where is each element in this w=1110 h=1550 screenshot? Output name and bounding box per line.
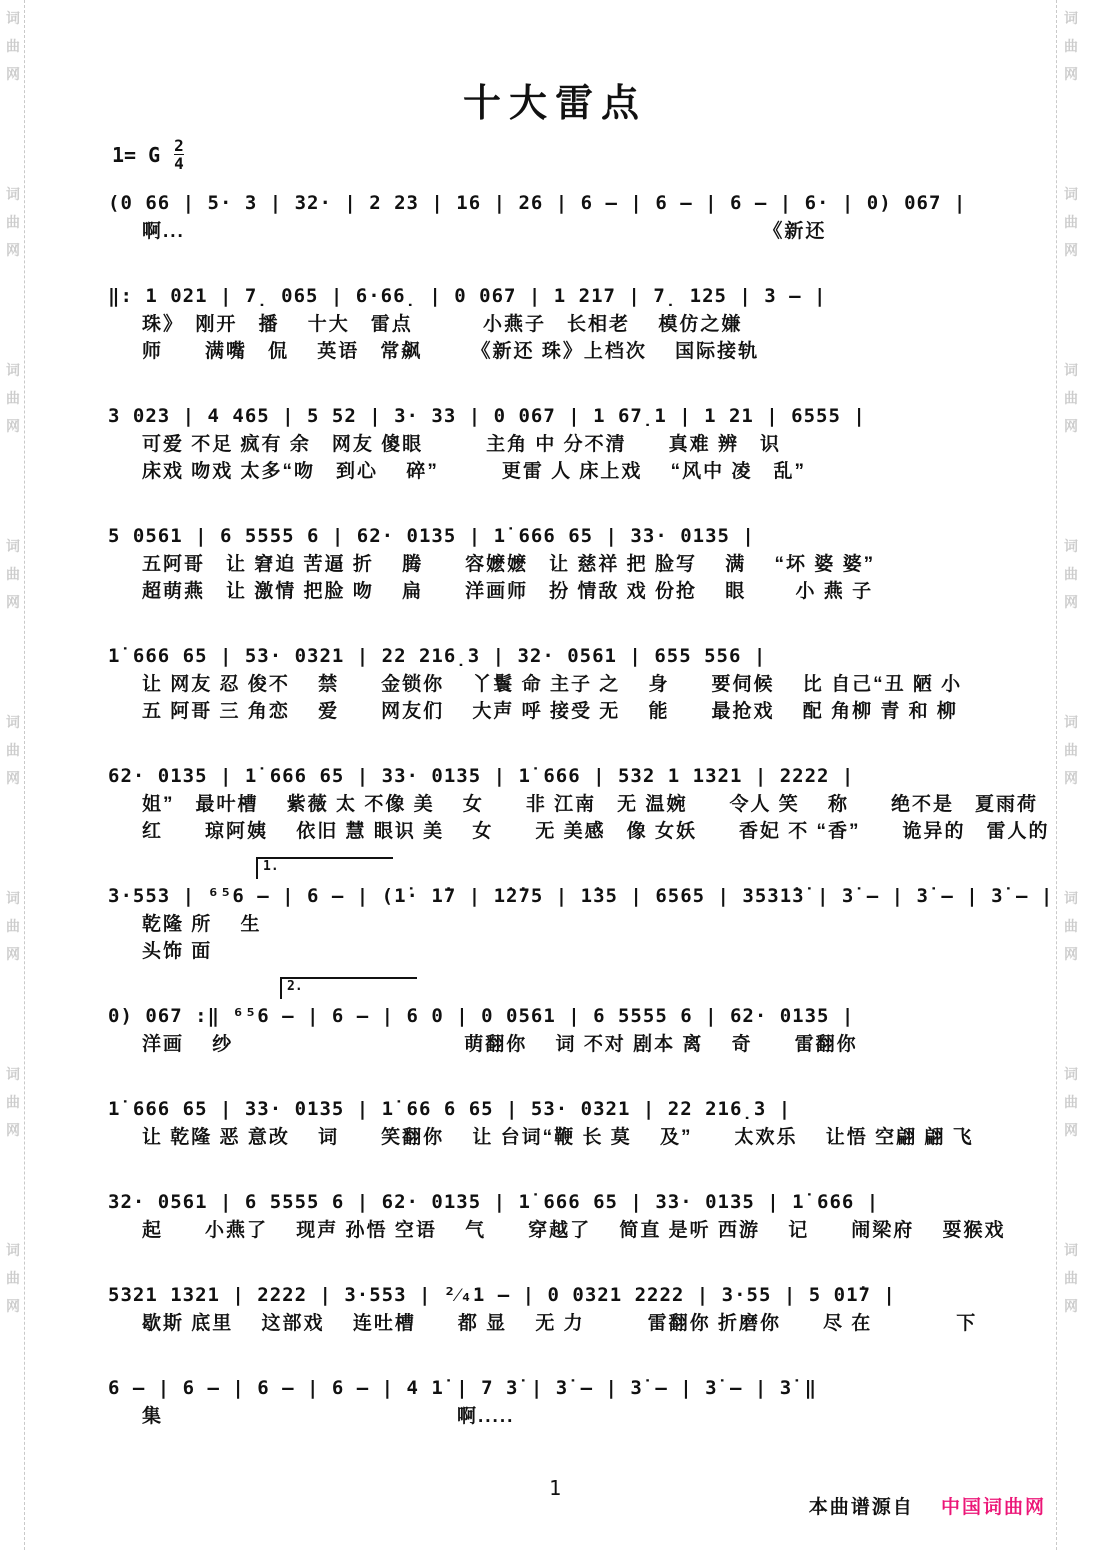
volta-bracket-1: 1. <box>256 857 393 879</box>
left-watermark-column <box>6 4 22 1546</box>
system-12 <box>108 1373 1048 1430</box>
time-signature-numerator: 2 <box>174 136 184 155</box>
watermark-text: 词曲网 <box>6 362 20 434</box>
notation-line-10: 32· 0561 | 6 5555 6 | 62· 0135 | 1̇ 666 65 | 33· 0135 | 1̇ 666 | <box>108 1191 880 1213</box>
lyric-row: 珠》 刚开 播 十大 雷点 小燕子 长相老 模仿之嫌 <box>142 314 743 335</box>
lyric-row: 师 满嘴 侃 英语 常飙 《新还 珠》上档次 国际接轨 <box>142 341 760 362</box>
system-10 <box>108 1187 1048 1244</box>
watermark-text: 词曲网 <box>6 538 20 610</box>
system-3 <box>108 401 1048 485</box>
notation-line-7: 3·553 | ⁶⁵6 – | 6 – | (1̇· 1̇7 | 1̇2̇75 | 1̇35 | 6565 | 3531̇3̇ | 3̇ – | 3̇ – | 3̇ – | <box>108 885 1054 907</box>
system-6 <box>108 761 1048 845</box>
right-margin-dashed-line <box>1056 0 1057 1550</box>
lyric-row: 起 小燕了 现声 孙悟 空语 气 穿越了 简直 是听 西游 记 闹梁府 耍猴戏 <box>142 1220 1006 1241</box>
notation-line-5: 1̇ 666 65 | 53· 0321 | 22 216̣3 | 32· 0561 | 655 556 | <box>108 645 767 667</box>
notation-line-11: 5321 1321 | 2222 | 3·553 | ²⁄₄1 – | 0 0321 2222 | 3·55 | 5 01̇7 | <box>108 1284 896 1306</box>
lyric-row: 头饰 面 <box>142 941 213 962</box>
lyric-row: 歇斯 底里 这部戏 连吐槽 都 显 无 力 雷翻你 折磨你 尽 在 下 <box>142 1313 978 1334</box>
watermark-text: 词曲网 <box>6 10 20 82</box>
system-8 <box>108 979 1048 1058</box>
lyric-row: 五 阿哥 三 角恋 爱 网友们 大声 呼 接受 无 能 最抢戏 配 角柳 青 和 柳 <box>142 701 958 722</box>
watermark-text: 词曲网 <box>6 1066 20 1138</box>
lyric-row: 让 网友 忍 俊不 禁 金锁你 丫鬟 命 主子 之 身 要伺候 比 自己“丑 陋 小 <box>142 674 963 695</box>
footer-source-prefix: 本曲谱源自 <box>808 1497 914 1518</box>
lyric-row: 姐” 最叶槽 紫薇 太 不像 美 女 非 江南 无 温婉 令人 笑 称 绝不是 夏雨荷 <box>142 794 1039 815</box>
system-4 <box>108 521 1048 605</box>
notation-line-2: ‖: 1 021 | 7̣ 065 | 6·66̣ | 0 067 | 1 217 | 7̣ 125 | 3 – | <box>108 285 827 307</box>
watermark-text: 词曲网 <box>1064 10 1078 82</box>
watermark-text: 词曲网 <box>1064 714 1078 786</box>
key-signature <box>112 138 184 172</box>
lyric-row: 超萌燕 让 激情 把脸 吻 扁 洋画师 扮 情敌 戏 份抢 眼 小 燕 子 <box>142 581 874 602</box>
watermark-text: 词曲网 <box>1064 1242 1078 1314</box>
watermark-text: 词曲网 <box>6 714 20 786</box>
lyric-row: 洋画 纱 萌翻你 词 不对 剧本 离 奇 雷翻你 <box>142 1034 858 1055</box>
system-1 <box>108 188 1048 245</box>
time-signature <box>174 138 184 172</box>
notation-line-12: 6 – | 6 – | 6 – | 6 – | 4 1̇ | 7 3̇ | 3̇ – | 3̇ – | 3̇ – | 3̇ ‖ <box>108 1377 818 1399</box>
system-5 <box>108 641 1048 725</box>
lyric-row: 红 琼阿姨 依旧 慧 眼识 美 女 无 美感 像 女妖 香妃 不 “香” 诡异的 雷人的 <box>142 821 1050 842</box>
notation-line-9: 1̇ 666 65 | 33· 0135 | 1̇ 66 6 65 | 53· 0321 | 22 216̣3 | <box>108 1098 792 1120</box>
watermark-text: 词曲网 <box>6 186 20 258</box>
key-label: 1= G <box>112 143 161 167</box>
system-11 <box>108 1280 1048 1337</box>
footer-source-line <box>809 1492 1046 1519</box>
system-9 <box>108 1094 1048 1151</box>
lyric-row: 乾隆 所 生 <box>142 914 262 935</box>
system-7 <box>108 859 1054 965</box>
page-number: 1 <box>548 1476 562 1500</box>
lyric-row: 啊... 《新还 <box>142 221 827 242</box>
notation-line-6: 62· 0135 | 1̇ 666 65 | 33· 0135 | 1̇ 666 | 532 1 1321 | 2222 | <box>108 765 855 787</box>
watermark-text: 词曲网 <box>1064 362 1078 434</box>
lyric-row: 集 啊..... <box>142 1406 515 1427</box>
right-watermark-column <box>1064 4 1080 1546</box>
watermark-text: 词曲网 <box>6 890 20 962</box>
lyric-row: 让 乾隆 恶 意改 词 笑翻你 让 台词“鞭 长 莫 及” 太欢乐 让悟 空翩 翩 飞 <box>142 1127 974 1148</box>
song-title: 十大雷点 <box>462 83 647 125</box>
notation-line-1: (0 66 | 5· 3 | 32· | 2 23 | 16 | 26 | 6 – | 6 – | 6 – | 6· | 0) 067 | <box>108 192 967 214</box>
score <box>108 188 1054 1466</box>
lyric-row: 床戏 吻戏 太多“吻 到心 碎” 更雷 人 床上戏 “风中 凌 乱” <box>142 461 806 482</box>
watermark-text: 词曲网 <box>1064 186 1078 258</box>
volta-bracket-2: 2. <box>280 977 417 999</box>
watermark-text: 词曲网 <box>6 1242 20 1314</box>
notation-line-4: 5 0561 | 6 5555 6 | 62· 0135 | 1̇ 666 65 | 33· 0135 | <box>108 525 755 547</box>
system-2 <box>108 281 1048 365</box>
watermark-text: 词曲网 <box>1064 1066 1078 1138</box>
lyric-row: 可爱 不足 疯有 余 网友 傻眼 主角 中 分不清 真难 辨 识 <box>142 434 781 455</box>
notation-line-8: 0) 067 :‖ ⁶⁵6 – | 6 – | 6 0 | 0 0561 | 6 5555 6 | 62· 0135 | <box>108 1005 855 1027</box>
lyric-row: 五阿哥 让 窘迫 苦逼 折 腾 容嬷嬷 让 慈祥 把 脸写 满 “坏 婆 婆” <box>142 554 876 575</box>
watermark-text: 词曲网 <box>1064 538 1078 610</box>
left-margin-dashed-line <box>24 0 25 1550</box>
time-signature-denominator: 4 <box>174 154 184 173</box>
watermark-text: 词曲网 <box>1064 890 1078 962</box>
footer-source-site-link[interactable]: 中国词曲网 <box>940 1497 1046 1518</box>
notation-line-3: 3 023 | 4 465 | 5 52 | 3· 33 | 0 067 | 1 67̣1 | 1 21 | 6555 | <box>108 405 866 427</box>
